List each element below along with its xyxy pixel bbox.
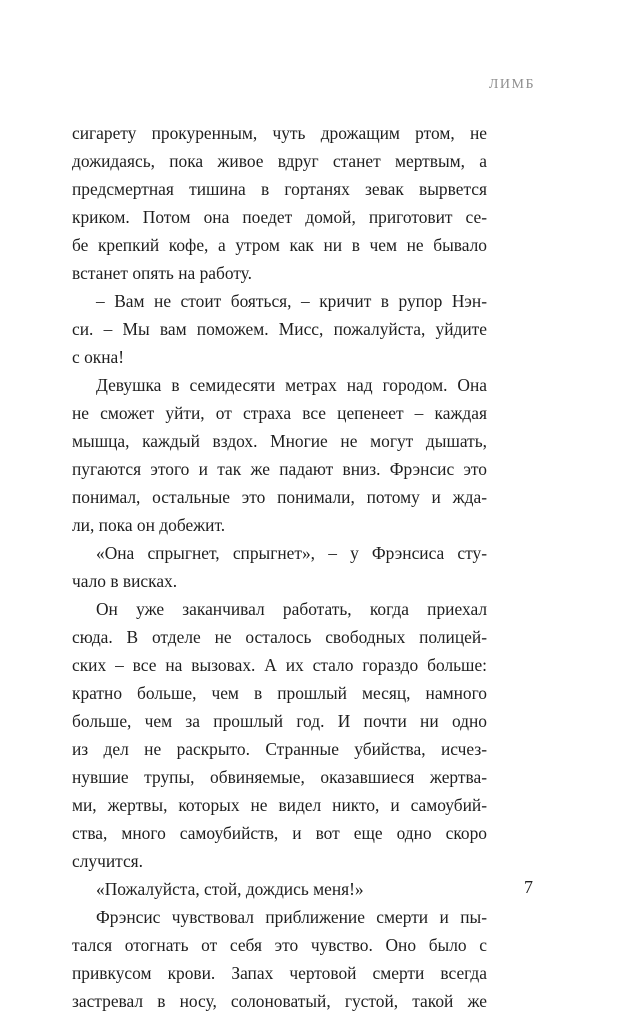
- text-line: тался отогнать от себя это чувство. Оно было с: [72, 935, 487, 955]
- text-line: ли, пока он добежит.: [72, 515, 226, 535]
- text-line: мышца, каждый вздох. Многие не могут дышать,: [72, 431, 487, 451]
- text-line: встанет опять на работу.: [72, 263, 252, 283]
- text-line: случится.: [72, 851, 144, 871]
- text-line: бе крепкий кофе, а утром как ни в чем не бывало: [72, 235, 487, 255]
- text-line: из дел не раскрыто. Странные убийства, исчез-: [72, 739, 487, 759]
- text-line: понимал, остальные это понимали, потому и жда-: [72, 487, 487, 507]
- text-line: ства, много самоубийств, и вот еще одно скоро: [72, 823, 487, 843]
- text-line: чало в висках.: [72, 571, 178, 591]
- text-line: нувшие трупы, обвиняемые, оказавшиеся жертва-: [72, 767, 487, 787]
- text-line: кратно больше, чем в прошлый месяц, намного: [72, 683, 487, 703]
- text-line: сигарету прокуренным, чуть дрожащим ртом, не: [72, 123, 487, 143]
- text-line: «Пожалуйста, стой, дождись меня!»: [96, 879, 364, 899]
- page-number: 7: [524, 877, 533, 897]
- text-line: «Она спрыгнет, спрыгнет», – у Фрэнсиса сту-: [96, 543, 487, 563]
- text-line: криком. Потом она поедет домой, приготовит се-: [72, 207, 487, 227]
- text-line: дожидаясь, пока живое вдруг станет мертвым, а: [72, 151, 487, 171]
- body-text: [72, 119, 487, 1015]
- text-line: не сможет уйти, от страха все цепенеет – каждая: [72, 403, 487, 423]
- text-line: больше, чем за прошлый год. И почти ни одно: [72, 711, 487, 731]
- text-line: си. – Мы вам поможем. Мисс, пожалуйста, уйдите: [72, 319, 487, 339]
- text-line: ми, жертвы, которых не видел никто, и самоубий-: [72, 795, 487, 815]
- text-line: застревал в носу, солоноватый, густой, такой же: [72, 991, 487, 1011]
- text-line: Девушка в семидесяти метрах над городом. Она: [96, 375, 487, 395]
- text-line: предсмертная тишина в гортанях зевак вырвется: [72, 179, 487, 199]
- text-line: – Вам не стоит бояться, – кричит в рупор Нэн-: [96, 291, 487, 311]
- text-line: пугаются этого и так же падают вниз. Фрэнсис это: [72, 459, 487, 479]
- text-line: с окна!: [72, 347, 125, 367]
- text-line: Он уже заканчивал работать, когда приехал: [96, 599, 487, 619]
- text-line: привкусом крови. Запах чертовой смерти всегда: [72, 963, 487, 983]
- running-head: ЛИМБ: [488, 77, 535, 92]
- text-line: ских – все на вызовах. А их стало гораздо больше:: [72, 655, 487, 675]
- text-line: Фрэнсис чувствовал приближение смерти и пы-: [96, 907, 487, 927]
- text-line: сюда. В отделе не осталось свободных полицей-: [72, 627, 487, 647]
